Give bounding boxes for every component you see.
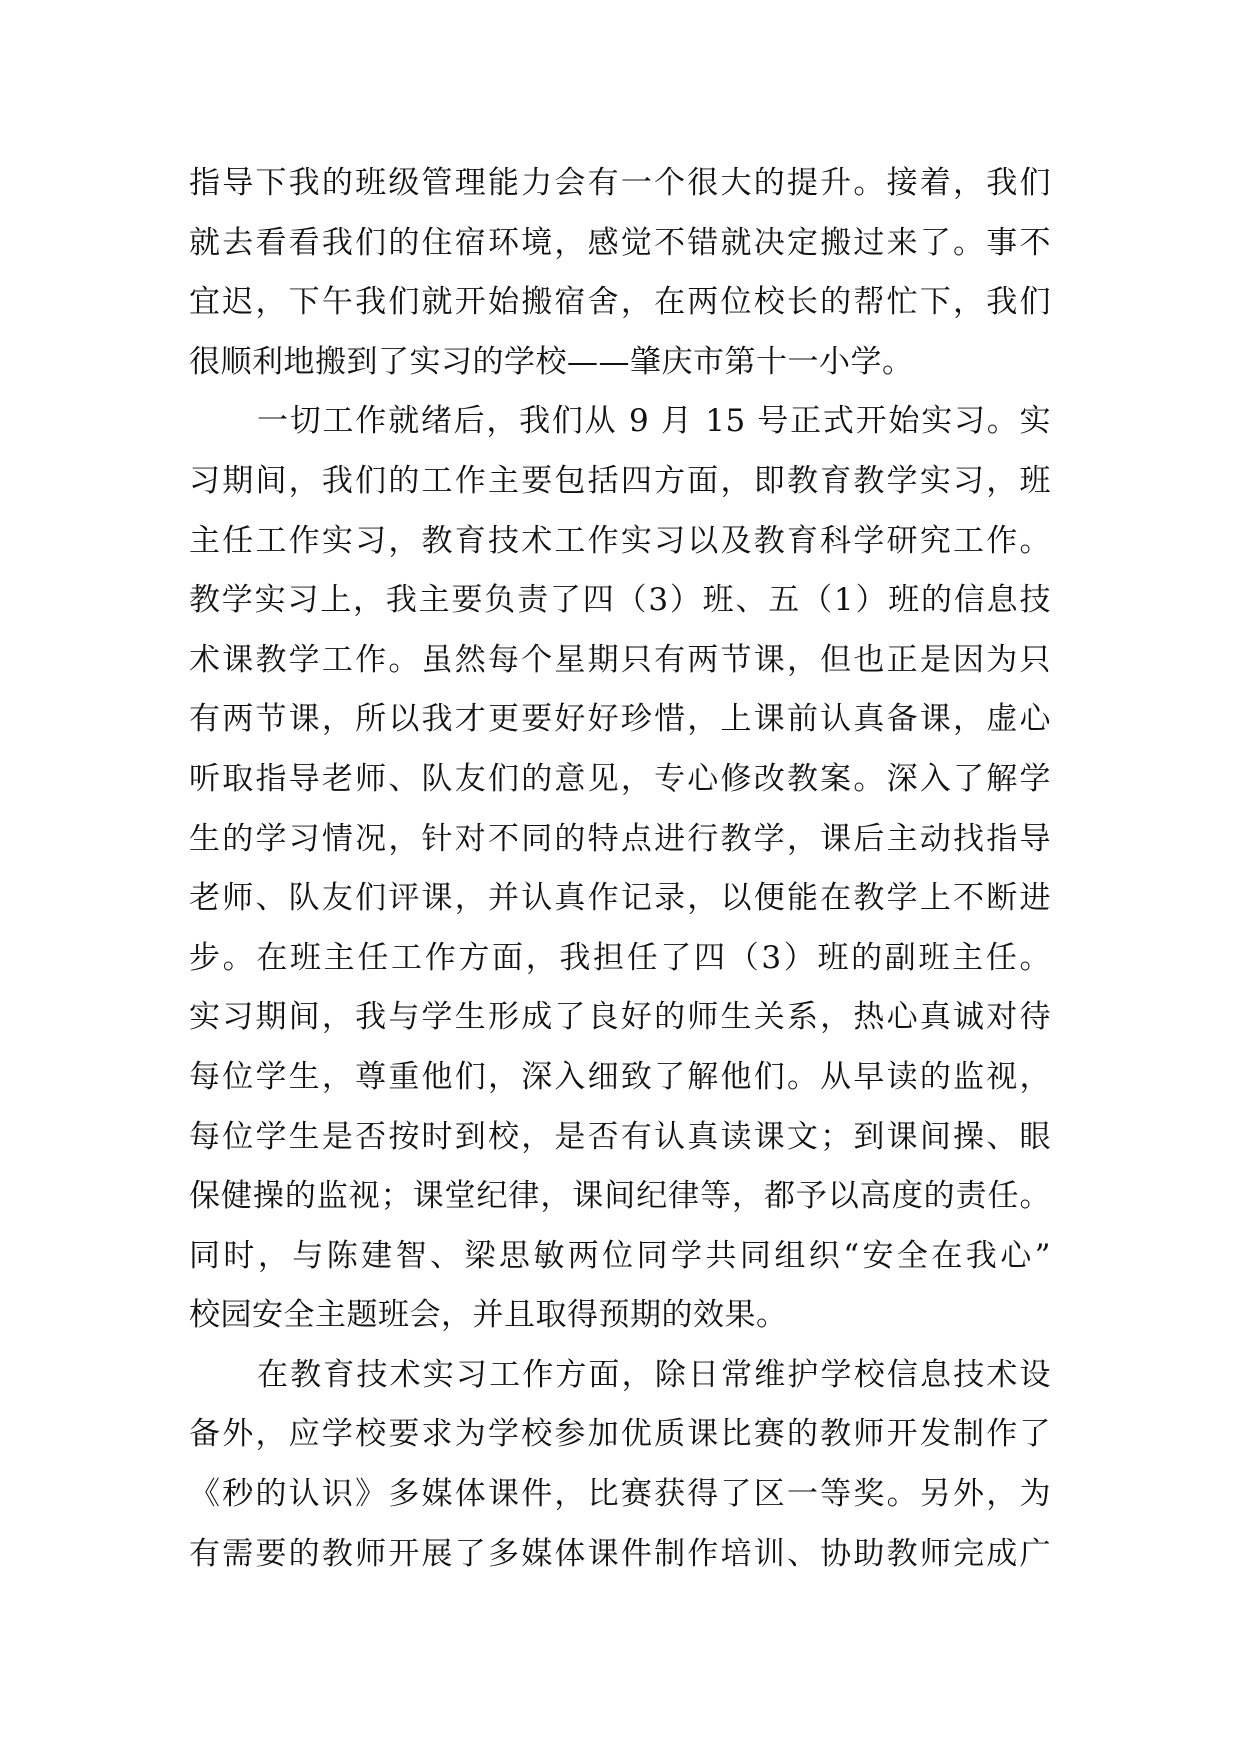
- text-line: 很顺利地搬到了实习的学校——肇庆市第十一小学。: [189, 343, 914, 380]
- text-line: 有需要的教师开展了多媒体课件制作培训、协助教师完成广: [189, 1535, 1051, 1572]
- text-line: 每位学生，尊重他们，深入细致了解他们。从早读的监视，: [189, 1058, 1051, 1095]
- text-line: 术课教学工作。虽然每个星期只有两节课，但也正是因为只: [189, 641, 1051, 678]
- text-line: 每位学生是否按时到校，是否有认真读课文；到课间操、眼: [189, 1118, 1051, 1155]
- text-line: 教学实习上，我主要负责了四（3）班、五（1）班的信息技: [189, 582, 1051, 619]
- paragraph-first-line: 在教育技术实习工作方面，除日常维护学校信息技术设: [257, 1356, 1051, 1393]
- paragraph-first-line: 一切工作就绪后，我们从 9 月 15 号正式开始实习。实: [257, 403, 1051, 440]
- text-line: 老师、队友们评课，并认真作记录，以便能在教学上不断进: [189, 880, 1051, 917]
- text-line: 保健操的监视；课堂纪律，课间纪律等，都予以高度的责任。: [189, 1178, 1051, 1215]
- text-line: 有两节课，所以我才更要好好珍惜，上课前认真备课，虚心: [189, 701, 1051, 738]
- text-line: 步。在班主任工作方面，我担任了四（3）班的副班主任。: [189, 939, 1051, 976]
- text-line: 同时，与陈建智、梁思敏两位同学共同组织“安全在我心”: [189, 1237, 1051, 1274]
- text-line: 听取指导老师、队友们的意见，专心修改教案。深入了解学: [189, 760, 1051, 797]
- text-line: 生的学习情况，针对不同的特点进行教学，课后主动找指导: [189, 820, 1051, 857]
- document-body: [189, 154, 1051, 1584]
- text-line: 主任工作实习，教育技术工作实习以及教育科学研究工作。: [189, 522, 1051, 559]
- text-line: 宜迟，下午我们就开始搬宿舍，在两位校长的帮忙下，我们: [189, 284, 1051, 321]
- text-line: 《秒的认识》多媒体课件，比赛获得了区一等奖。另外，为: [189, 1476, 1051, 1513]
- text-line: 就去看看我们的住宿环境，感觉不错就决定搬过来了。事不: [189, 224, 1051, 261]
- text-line: 校园安全主题班会，并且取得预期的效果。: [189, 1297, 788, 1334]
- text-line: 实习期间，我与学生形成了良好的师生关系，热心真诚对待: [189, 999, 1051, 1036]
- text-line: 指导下我的班级管理能力会有一个很大的提升。接着，我们: [189, 165, 1051, 201]
- text-line: 习期间，我们的工作主要包括四方面，即教育教学实习，班: [189, 462, 1051, 499]
- text-line: 备外，应学校要求为学校参加优质课比赛的教师开发制作了: [189, 1416, 1051, 1453]
